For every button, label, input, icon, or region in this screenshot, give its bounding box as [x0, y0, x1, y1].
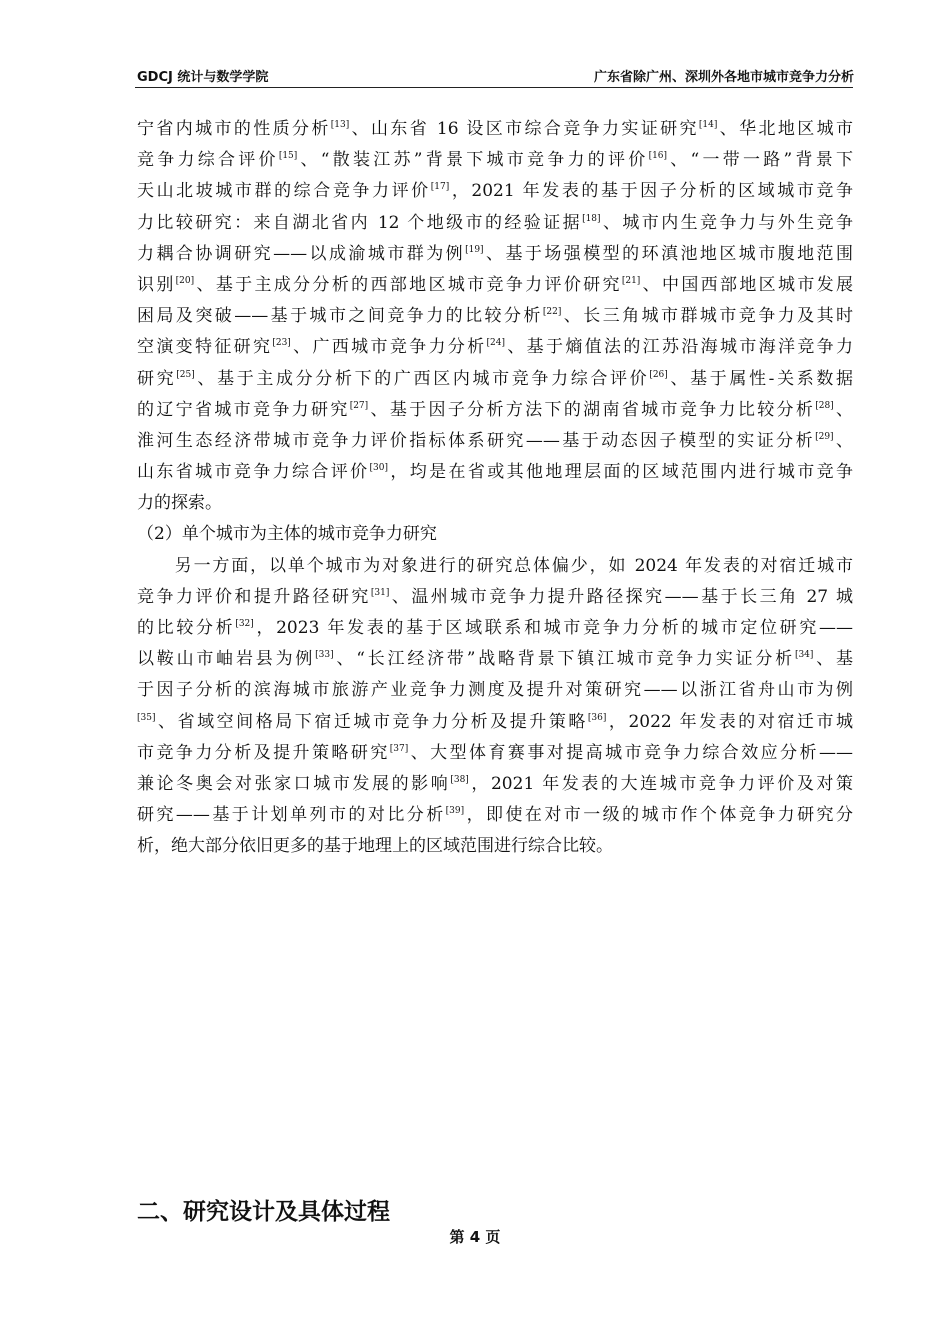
section-title: 二、研究设计及具体过程	[137, 1199, 390, 1225]
citation-marker: [29]	[815, 431, 834, 442]
citation-marker: [31]	[370, 587, 390, 598]
text-line: 力的探索。	[137, 493, 222, 514]
text-line: 竞争力综合评价[15]、“散装江苏”背景下城市竞争力的评价[16]、“一带一路”背景下	[137, 150, 853, 171]
page-number: 第 4 页	[449, 1228, 501, 1246]
text-line: 的辽宁省城市竞争力研究[27]、基于因子分析方法下的湖南省城市竞争力比较分析[28]、	[137, 399, 854, 420]
citation-marker: [25]	[176, 369, 195, 380]
citation-marker: [14]	[698, 120, 718, 130]
running-header-left: GDCJ 统计与数学学院	[137, 70, 269, 85]
citation-marker: [37]	[389, 743, 409, 754]
text-line: 竞争力评价和提升路径研究[31]、温州城市竞争力提升路径探究——基于长三角 27 城	[137, 586, 853, 607]
citation-marker: [21]	[621, 275, 641, 286]
body-text	[137, 114, 853, 863]
citation-marker: [13]	[330, 120, 350, 130]
text-line: （2）单个城市为主体的城市竞争力研究	[137, 524, 437, 545]
citation-marker: [39]	[445, 806, 465, 817]
citation-marker: [27]	[349, 400, 369, 411]
citation-marker: [30]	[369, 463, 388, 474]
text-line: 研究[25]、基于主成分分析下的广西区内城市竞争力综合评价[26]、基于属性-关系数据	[137, 368, 854, 389]
citation-marker: [26]	[649, 369, 668, 380]
text-line: 识别[20]、基于主成分分析的西部地区城市竞争力评价研究[21]、中国西部地区城市发展	[137, 274, 854, 295]
running-header-right: 广东省除广州、深圳外各地市城市竞争力分析	[593, 70, 854, 85]
text-line: 市竞争力分析及提升策略研究[37]、大型体育赛事对提高城市竞争力综合效应分析——	[137, 742, 854, 763]
text-line: 淮河生态经济带城市竞争力评价指标体系研究——基于动态因子模型的实证分析[29]、	[137, 430, 854, 451]
citation-marker: [15]	[278, 151, 298, 162]
text-line: 山东省城市竞争力综合评价[30]，均是在省或其他地理层面的区域范围内进行城市竞争	[137, 462, 854, 483]
text-line: [35]、省域空间格局下宿迁城市竞争力分析及提升策略[36]，2022 年发表的对宿迁市城	[137, 711, 853, 732]
text-line: 宁省内城市的性质分析[13]、山东省 16 设区市综合竞争力实证研究[14]、华北地区城市	[137, 119, 853, 139]
citation-marker: [34]	[794, 650, 814, 661]
citation-marker: [24]	[486, 338, 505, 349]
citation-marker: [22]	[542, 307, 562, 318]
text-line: 于因子分析的滨海城市旅游产业竞争力测度及提升对策研究——以浙江省舟山市为例	[137, 680, 853, 701]
text-line: 的比较分析[32]，2023 年发表的基于区域联系和城市竞争力分析的城市定位研究——	[137, 618, 853, 638]
text-line: 研究——基于计划单列市的对比分析[39]，即使在对市一级的城市作个体竞争力研究分	[137, 805, 854, 826]
citation-marker: [16]	[648, 151, 668, 162]
citation-marker: [36]	[587, 712, 607, 723]
text-line: 兼论冬奥会对张家口城市发展的影响[38]，2021 年发表的大连城市竞争力评价及对策	[137, 773, 854, 794]
citation-marker: [33]	[315, 650, 334, 661]
header-rule	[135, 87, 853, 88]
text-line: 力耦合协调研究——以成渝城市群为例[19]、基于场强模型的环滇池地区城市腹地范围	[137, 243, 854, 264]
citation-marker: [20]	[175, 275, 195, 286]
text-line: 力比较研究：来自湖北省内 12 个地级市的经验证据[18]、城市内生竞争力与外生竞争	[137, 212, 853, 233]
text-line: 天山北坡城市群的综合竞争力评价[17]，2021 年发表的基于因子分析的区域城市竞争	[137, 181, 854, 202]
text-line: 空演变特征研究[23]、广西城市竞争力分析[24]、基于熵值法的江苏沿海城市海洋竞争力	[137, 337, 854, 358]
text-line: 析，绝大部分依旧更多的基于地理上的区域范围进行综合比较。	[137, 836, 613, 857]
text-line: 以鞍山市岫岩县为例[33]、“长江经济带”战略背景下镇江城市竞争力实证分析[34]、基	[137, 649, 854, 670]
citation-marker: [38]	[450, 774, 469, 785]
citation-marker: [35]	[137, 712, 156, 723]
citation-marker: [18]	[582, 213, 601, 224]
text-line: 困局及突破——基于城市之间竞争力的比较分析[22]、长三角城市群城市竞争力及其时	[137, 306, 854, 327]
citation-marker: [32]	[235, 619, 254, 629]
citation-marker: [17]	[430, 182, 450, 193]
citation-marker: [23]	[272, 338, 291, 349]
citation-marker: [28]	[815, 400, 834, 411]
text-line: 另一方面，以单个城市为对象进行的研究总体偏少，如 2024 年发表的对宿迁城市	[137, 555, 853, 576]
citation-marker: [19]	[465, 244, 484, 255]
